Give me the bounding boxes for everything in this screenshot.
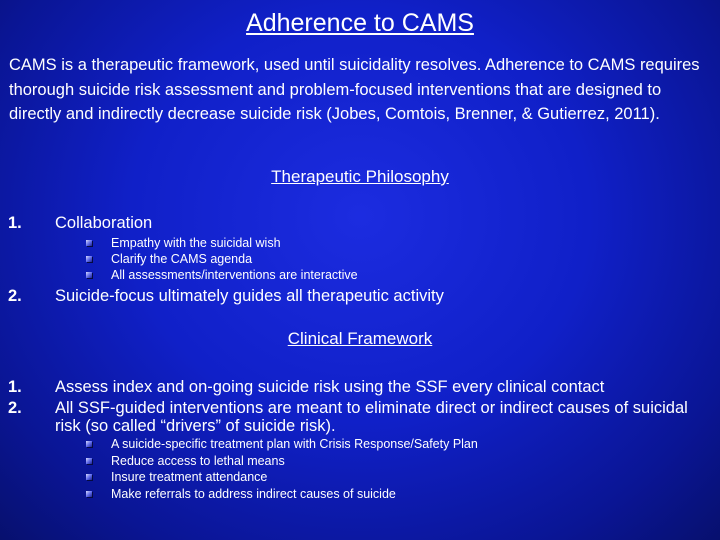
sub-item-text: Empathy with the suicidal wish xyxy=(111,236,281,250)
sub-item-text: Reduce access to lethal means xyxy=(111,454,285,468)
item-text: Suicide-focus ultimately guides all therapeutic activity xyxy=(55,287,444,305)
square-bullet-icon xyxy=(86,441,92,447)
square-bullet-icon xyxy=(86,491,92,497)
item-number: 1. xyxy=(8,378,22,396)
item-number: 2. xyxy=(8,399,22,417)
slide-title: Adherence to CAMS xyxy=(246,9,474,37)
item-text: Assess index and on-going suicide risk using the SSF every clinical contact xyxy=(55,378,605,396)
sub-item-text: A suicide-specific treatment plan with Crisis Response/Safety Plan xyxy=(111,437,478,451)
item-text: All SSF-guided interventions are meant to eliminate direct or indirect causes of suicidal risk (so called “drivers” of suicide risk). xyxy=(55,399,688,435)
square-bullet-icon xyxy=(86,458,92,464)
item-text: Collaboration xyxy=(55,214,153,232)
list-item xyxy=(86,436,478,452)
list-item xyxy=(86,251,252,267)
item-number: 2. xyxy=(8,287,22,305)
list-item xyxy=(86,453,285,469)
list-item xyxy=(86,235,281,251)
square-bullet-icon xyxy=(86,474,92,480)
list-item xyxy=(86,486,396,502)
sub-item-text: Make referrals to address indirect causes of suicide xyxy=(111,487,396,501)
item-number: 1. xyxy=(8,214,22,232)
therapeutic-philosophy-heading: Therapeutic Philosophy xyxy=(271,167,449,186)
square-bullet-icon xyxy=(86,272,92,278)
square-bullet-icon xyxy=(86,256,92,262)
sub-item-text: All assessments/interventions are interactive xyxy=(111,268,358,282)
intro-paragraph: CAMS is a therapeutic framework, used until suicidality resolves. Adherence to CAMS requires thorough suicide risk assessment and problem-focused interventions that are designed to directly and indirectly decrease suicide risk (Jobes, Comtois, Brenner, & Gutierrez, 2011). xyxy=(9,56,700,123)
sub-item-text: Insure treatment attendance xyxy=(111,470,268,484)
square-bullet-icon xyxy=(86,240,92,246)
list-item xyxy=(86,267,358,283)
list-item xyxy=(86,469,267,485)
sub-item-text: Clarify the CAMS agenda xyxy=(111,252,253,266)
clinical-framework-heading: Clinical Framework xyxy=(287,329,433,348)
